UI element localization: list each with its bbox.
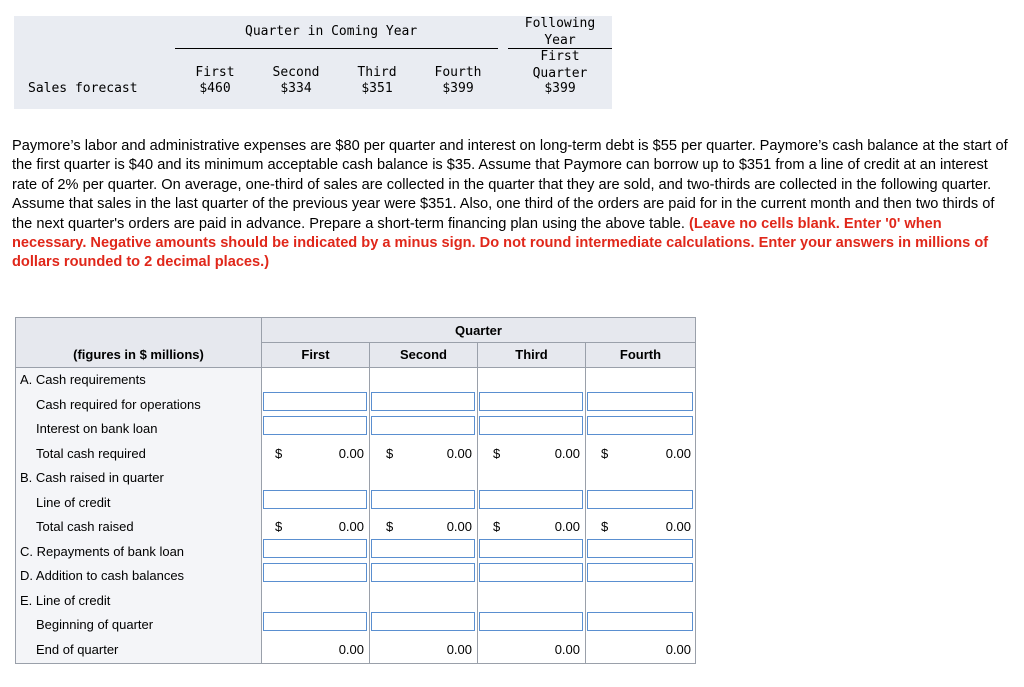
following-header-line: Quarter: [532, 65, 588, 81]
total-required-q1: 0.00: [338, 446, 364, 461]
forecast-q4-value: $399: [442, 81, 474, 96]
header-divider: [16, 367, 695, 368]
ops-input-q3[interactable]: [479, 392, 583, 411]
begin-input-q2[interactable]: [371, 612, 475, 631]
total-raised-q1: 0.00: [338, 519, 364, 534]
column-divider: [261, 318, 262, 663]
following-header-line: Following: [524, 16, 596, 31]
addition-input-q1[interactable]: [263, 563, 367, 582]
column-divider: [477, 342, 478, 663]
ops-input-q1[interactable]: [263, 392, 367, 411]
forecast-q2-value: $334: [280, 81, 312, 96]
currency-symbol: $: [275, 446, 283, 461]
forecast-header: Quarter in Coming Year: [245, 24, 418, 39]
forecast-following-value: $399: [544, 81, 576, 96]
following-year-header: [512, 16, 608, 82]
row-label-total-cash-raised: Total cash raised: [36, 519, 134, 534]
financing-plan-table: [15, 317, 696, 664]
currency-symbol: $: [386, 519, 394, 534]
interest-input-q3[interactable]: [479, 416, 583, 435]
ops-input-q2[interactable]: [371, 392, 475, 411]
problem-instructions: (Leave no cells blank. Enter '0' when necessary. Negative amounts should be indicated by a minus sign. Do not round intermediate calculations. Enter your answers in millions of dollars rounded to 2 decimal places.): [12, 215, 989, 271]
currency-symbol: $: [601, 519, 609, 534]
forecast-q1-value: $460: [199, 81, 231, 96]
forecast-q1-label: First: [195, 65, 235, 80]
begin-input-q4[interactable]: [587, 612, 693, 631]
currency-symbol: $: [493, 446, 501, 461]
total-raised-q4: 0.00: [665, 519, 691, 534]
forecast-q4-label: Fourth: [434, 65, 482, 80]
interest-input-q4[interactable]: [587, 416, 693, 435]
ops-input-q4[interactable]: [587, 392, 693, 411]
repay-input-q2[interactable]: [371, 539, 475, 558]
column-divider: [585, 342, 586, 663]
end-quarter-q3: 0.00: [554, 642, 580, 657]
currency-symbol: $: [275, 519, 283, 534]
total-required-q3: 0.00: [554, 446, 580, 461]
row-label-beginning-quarter: Beginning of quarter: [36, 617, 154, 632]
quarter-group-header: Quarter: [455, 323, 502, 338]
row-label-interest-bank-loan: Interest on bank loan: [36, 421, 158, 436]
column-divider: [369, 342, 370, 663]
begin-input-q1[interactable]: [263, 612, 367, 631]
total-required-q4: 0.00: [665, 446, 691, 461]
addition-input-q2[interactable]: [371, 563, 475, 582]
repay-input-q4[interactable]: [587, 539, 693, 558]
units-label: (figures in $ millions): [73, 347, 204, 362]
forecast-header-rule: [175, 48, 498, 49]
following-header-line: Year: [544, 32, 576, 48]
column-header-fourth: Fourth: [619, 347, 662, 362]
loc-input-q4[interactable]: [587, 490, 693, 509]
following-header-line: First: [540, 49, 580, 64]
column-header-first: First: [301, 347, 330, 362]
row-label-addition-cash: D. Addition to cash balances: [20, 568, 185, 583]
interest-input-q2[interactable]: [371, 416, 475, 435]
row-label-end-quarter: End of quarter: [36, 642, 119, 657]
forecast-q3-label: Third: [357, 65, 397, 80]
currency-symbol: $: [386, 446, 394, 461]
row-label-cash-requirements: A. Cash requirements: [20, 372, 146, 387]
row-label-cash-required-operations: Cash required for operations: [36, 397, 201, 412]
currency-symbol: $: [493, 519, 501, 534]
row-label-line-of-credit-section: E. Line of credit: [20, 593, 111, 608]
row-label-cash-raised: B. Cash raised in quarter: [20, 470, 164, 485]
total-raised-q3: 0.00: [554, 519, 580, 534]
begin-input-q3[interactable]: [479, 612, 583, 631]
column-header-second: Second: [400, 347, 447, 362]
repay-input-q1[interactable]: [263, 539, 367, 558]
currency-symbol: $: [601, 446, 609, 461]
sales-forecast-label: Sales forecast: [28, 81, 138, 96]
loc-input-q1[interactable]: [263, 490, 367, 509]
end-quarter-q4: 0.00: [665, 642, 691, 657]
repay-input-q3[interactable]: [479, 539, 583, 558]
addition-input-q4[interactable]: [587, 563, 693, 582]
row-label-repayments: C. Repayments of bank loan: [20, 544, 185, 559]
forecast-q3-value: $351: [361, 81, 393, 96]
addition-input-q3[interactable]: [479, 563, 583, 582]
problem-text: Paymore’s labor and administrative expenses are $80 per quarter and interest on long-term debt is $55 per quarter. Paymore’s cash balance at the start of the first quarter is $40 and its minimum acceptable cash balance is $35. Assume that Paymore can borrow up to $351 from a line of credit at an interest rate of 2% per quarter. On average, one-third of sales are collected in the quarter that they are sold, and two-thirds are collected in the following quarter. Assume that sales in the last quarter of the previous year were $351. Also, one third of the orders are paid for in the current month and then two thirds of the next quarter's orders are paid in advance. Prepare a short-term financing plan using the above table.: [12, 138, 1008, 232]
loc-input-q3[interactable]: [479, 490, 583, 509]
row-label-total-cash-required: Total cash required: [36, 446, 146, 461]
end-quarter-q1: 0.00: [338, 642, 364, 657]
row-label-line-of-credit: Line of credit: [36, 495, 111, 510]
forecast-q2-label: Second: [272, 65, 320, 80]
total-required-q2: 0.00: [446, 446, 472, 461]
interest-input-q1[interactable]: [263, 416, 367, 435]
column-header-third: Third: [515, 347, 548, 362]
loc-input-q2[interactable]: [371, 490, 475, 509]
header-divider: [261, 342, 695, 343]
total-raised-q2: 0.00: [446, 519, 472, 534]
problem-statement: [12, 137, 1014, 273]
end-quarter-q2: 0.00: [446, 642, 472, 657]
